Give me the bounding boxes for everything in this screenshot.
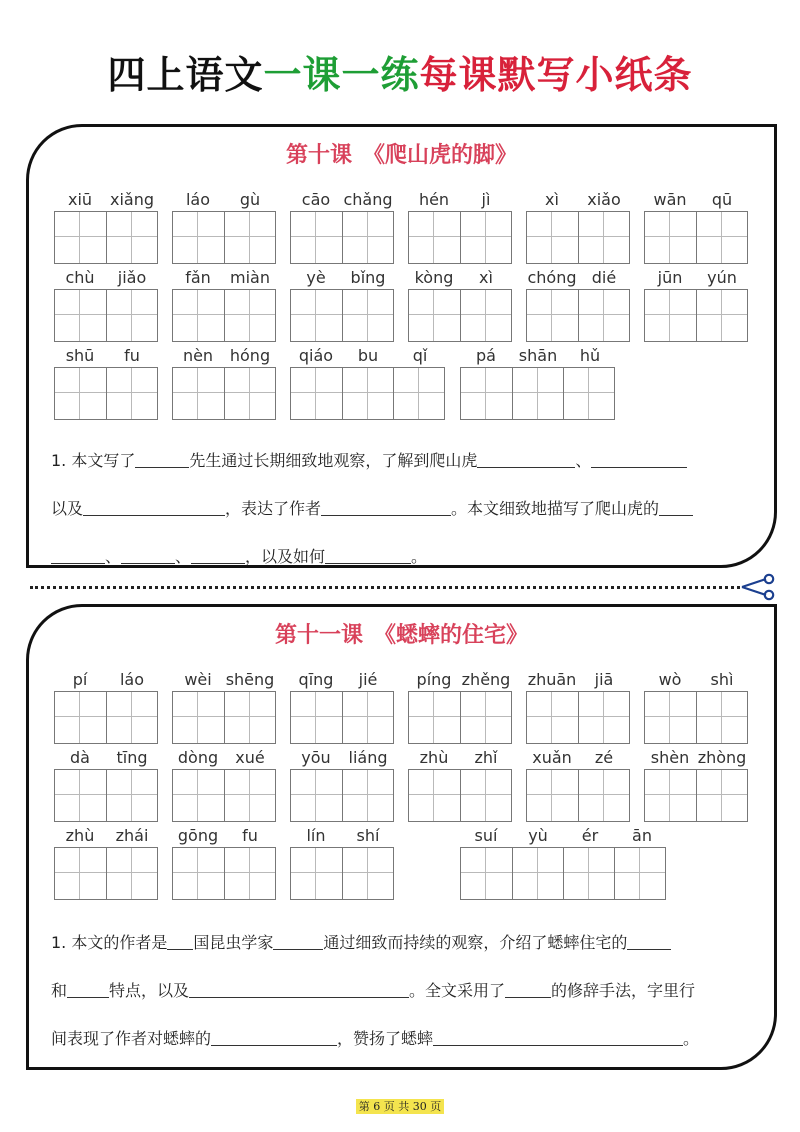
tianzige-box[interactable] xyxy=(461,368,512,419)
tianzige-box[interactable] xyxy=(696,770,747,821)
pinyin-label: zhuān xyxy=(527,670,577,689)
tianzige-box[interactable] xyxy=(578,212,629,263)
pinyin-label: miàn xyxy=(230,268,270,287)
pinyin-label: fu xyxy=(242,826,258,845)
tianzige-box[interactable] xyxy=(409,290,460,341)
scissors-icon xyxy=(740,572,776,602)
pinyin-label: dòng xyxy=(177,748,219,767)
pinyin-row xyxy=(526,189,630,211)
tianzige-box[interactable] xyxy=(342,290,393,341)
lesson-title: 第十一课 《蟋蟀的住宅》 xyxy=(274,623,528,648)
answer-blank[interactable] xyxy=(51,547,105,564)
pinyin-label: chǎng xyxy=(343,190,393,209)
answer-blank[interactable] xyxy=(477,451,575,468)
word-group xyxy=(290,669,394,744)
character-boxes xyxy=(408,289,512,342)
pinyin-label: chù xyxy=(65,268,95,287)
tianzige-box[interactable] xyxy=(173,692,224,743)
tianzige-box[interactable] xyxy=(224,368,275,419)
pinyin-label: wèi xyxy=(184,670,212,689)
word-group xyxy=(526,747,630,822)
pinyin-row xyxy=(54,825,158,847)
tianzige-box[interactable] xyxy=(342,368,393,419)
pinyin-label: qīng xyxy=(298,670,334,689)
pinyin-label: qǐ xyxy=(412,346,428,365)
word-group xyxy=(172,267,276,342)
pinyin-label: jié xyxy=(358,670,378,689)
character-boxes xyxy=(644,289,748,342)
tianzige-box[interactable] xyxy=(563,848,614,899)
answer-blank[interactable] xyxy=(659,499,693,516)
pinyin-label: jiā xyxy=(594,670,614,689)
pinyin-label: dà xyxy=(70,748,90,767)
answer-blank[interactable] xyxy=(591,451,687,468)
answer-blank[interactable] xyxy=(505,981,551,998)
word-group xyxy=(172,669,276,744)
character-boxes xyxy=(290,847,394,900)
pinyin-row xyxy=(408,669,512,691)
lesson-card-11 xyxy=(26,604,777,1070)
character-boxes xyxy=(526,289,630,342)
tianzige-box[interactable] xyxy=(291,212,342,263)
character-boxes xyxy=(290,211,394,264)
pinyin-row xyxy=(54,189,158,211)
pinyin-label: ān xyxy=(632,826,652,845)
answer-blank[interactable] xyxy=(135,451,189,468)
pinyin-row xyxy=(526,747,630,769)
character-boxes xyxy=(408,769,512,822)
character-boxes xyxy=(644,769,748,822)
tianzige-box[interactable] xyxy=(224,692,275,743)
answer-blank[interactable] xyxy=(433,1029,683,1046)
character-boxes xyxy=(290,367,445,420)
question-line-2: 和 特点，以及 。全文采用了 的修辞手法，字里行 xyxy=(51,981,696,1000)
pinyin-label: kòng xyxy=(414,268,454,287)
pinyin-row xyxy=(290,825,394,847)
pinyin-label: qiáo xyxy=(298,346,334,365)
tianzige-box[interactable] xyxy=(55,692,106,743)
tianzige-box[interactable] xyxy=(224,290,275,341)
pinyin-row xyxy=(172,747,276,769)
pinyin-label: suí xyxy=(474,826,498,845)
tianzige-box[interactable] xyxy=(342,770,393,821)
pinyin-row xyxy=(644,267,748,289)
tianzige-box[interactable] xyxy=(645,290,696,341)
word-group xyxy=(290,345,446,420)
pinyin-label: fǎn xyxy=(185,268,211,287)
word-group xyxy=(172,189,276,264)
pinyin-row xyxy=(290,267,394,289)
title-part-3: 每课默写小纸条 xyxy=(419,53,693,97)
tianzige-box[interactable] xyxy=(578,692,629,743)
word-group xyxy=(172,345,276,420)
pinyin-label: gù xyxy=(239,190,261,209)
page-footer xyxy=(0,1095,800,1114)
pinyin-label: píng xyxy=(416,670,452,689)
answer-blank[interactable] xyxy=(67,981,109,998)
character-boxes xyxy=(290,769,394,822)
word-group xyxy=(54,189,158,264)
pinyin-label: wān xyxy=(653,190,687,209)
tianzige-box[interactable] xyxy=(460,290,511,341)
tianzige-box[interactable] xyxy=(291,770,342,821)
pinyin-label: zhái xyxy=(115,826,149,845)
pinyin-label: hǔ xyxy=(579,346,601,365)
character-boxes xyxy=(290,691,394,744)
word-group xyxy=(172,747,276,822)
pinyin-label: zhù xyxy=(419,748,449,767)
pinyin-label: láo xyxy=(185,190,211,209)
word-group xyxy=(290,825,394,900)
character-boxes xyxy=(644,691,748,744)
tianzige-box[interactable] xyxy=(291,368,342,419)
word-group xyxy=(460,825,668,900)
title-part-2: 一课一练 xyxy=(263,53,420,97)
pinyin-label: lín xyxy=(306,826,326,845)
tianzige-box[interactable] xyxy=(460,692,511,743)
answer-blank[interactable] xyxy=(273,933,323,950)
pinyin-label: gōng xyxy=(177,826,219,845)
tianzige-box[interactable] xyxy=(173,770,224,821)
character-boxes xyxy=(290,289,394,342)
pinyin-label: shì xyxy=(710,670,734,689)
character-boxes xyxy=(408,211,512,264)
pinyin-row xyxy=(644,747,748,769)
tianzige-box[interactable] xyxy=(696,212,747,263)
tianzige-box[interactable] xyxy=(645,212,696,263)
question-line-3: 间表现了作者对蟋蟀的 ，赞扬了蟋蟀 。 xyxy=(51,1029,700,1048)
tianzige-box[interactable] xyxy=(342,692,393,743)
title-part-1: 四上语文 xyxy=(107,53,264,97)
word-group xyxy=(54,345,158,420)
tianzige-box[interactable] xyxy=(173,848,224,899)
pinyin-label: xué xyxy=(235,748,265,767)
pinyin-label: bu xyxy=(357,346,379,365)
character-boxes xyxy=(54,691,158,744)
tianzige-box[interactable] xyxy=(291,290,342,341)
pinyin-label: qū xyxy=(711,190,733,209)
tianzige-box[interactable] xyxy=(55,212,106,263)
tianzige-box[interactable] xyxy=(578,770,629,821)
pinyin-row xyxy=(54,267,158,289)
pinyin-row xyxy=(172,825,276,847)
tianzige-box[interactable] xyxy=(106,770,157,821)
character-boxes xyxy=(460,847,666,900)
pinyin-row xyxy=(460,825,668,847)
cut-line xyxy=(30,586,740,589)
answer-blank[interactable] xyxy=(325,547,411,564)
character-boxes xyxy=(54,211,158,264)
pinyin-label: nèn xyxy=(182,346,214,365)
pinyin-label: xì xyxy=(545,190,559,209)
pinyin-label: jiǎo xyxy=(117,268,147,287)
pinyin-row xyxy=(54,669,158,691)
tianzige-box[interactable] xyxy=(614,848,665,899)
pinyin-label: xiǎo xyxy=(587,190,621,209)
tianzige-box[interactable] xyxy=(527,290,578,341)
word-group xyxy=(54,267,158,342)
pinyin-row xyxy=(644,189,748,211)
character-boxes xyxy=(172,769,276,822)
answer-blank[interactable] xyxy=(83,499,225,516)
pinyin-row xyxy=(408,189,512,211)
word-group xyxy=(290,189,394,264)
word-group xyxy=(54,825,158,900)
tianzige-box[interactable] xyxy=(527,692,578,743)
lesson-title: 第十课 《爬山虎的脚》 xyxy=(285,143,517,168)
word-group xyxy=(408,747,512,822)
tianzige-box[interactable] xyxy=(409,770,460,821)
word-group xyxy=(644,189,748,264)
pinyin-label: hóng xyxy=(229,346,271,365)
grid-row xyxy=(54,345,774,425)
grid-row xyxy=(54,825,774,905)
word-group xyxy=(644,747,748,822)
word-group xyxy=(644,267,748,342)
tianzige-box[interactable] xyxy=(393,368,444,419)
tianzige-box[interactable] xyxy=(224,770,275,821)
character-boxes xyxy=(408,691,512,744)
word-group xyxy=(54,669,158,744)
character-boxes xyxy=(460,367,615,420)
tianzige-box[interactable] xyxy=(578,290,629,341)
tianzige-box[interactable] xyxy=(645,692,696,743)
pinyin-row xyxy=(172,345,276,367)
pinyin-label: hén xyxy=(418,190,450,209)
character-boxes xyxy=(54,367,158,420)
word-group xyxy=(290,747,394,822)
page-title xyxy=(0,53,800,97)
answer-blank[interactable] xyxy=(191,547,245,564)
pinyin-label: zhǐ xyxy=(474,748,498,767)
answer-blank[interactable] xyxy=(211,1029,337,1046)
pinyin-label: xuǎn xyxy=(532,748,572,767)
character-boxes xyxy=(54,847,158,900)
pinyin-label: bǐng xyxy=(350,268,386,287)
word-group xyxy=(408,189,512,264)
pinyin-row xyxy=(290,189,394,211)
pinyin-label: dié xyxy=(591,268,617,287)
pinyin-label: fu xyxy=(124,346,140,365)
pinyin-label: zhù xyxy=(65,826,95,845)
pinyin-row xyxy=(526,267,630,289)
character-boxes xyxy=(172,847,276,900)
pinyin-row xyxy=(172,669,276,691)
tianzige-box[interactable] xyxy=(224,212,275,263)
pinyin-label: pá xyxy=(476,346,496,365)
pinyin-row xyxy=(290,747,394,769)
character-boxes xyxy=(526,691,630,744)
tianzige-box[interactable] xyxy=(342,848,393,899)
grid-row xyxy=(54,747,774,827)
word-group xyxy=(460,345,616,420)
question-line-1: 1. 本文写了 先生通过长期细致地观察，了解到爬山虎 、 xyxy=(51,437,757,485)
pinyin-label: wò xyxy=(658,670,682,689)
tianzige-box[interactable] xyxy=(106,692,157,743)
tianzige-box[interactable] xyxy=(106,368,157,419)
pinyin-label: shū xyxy=(65,346,95,365)
question-line-1: 1. 本文的作者是 国昆虫学家 通过细致而持续的观察，介绍了蟋蟀住宅的 xyxy=(51,919,757,967)
pinyin-label: shí xyxy=(356,826,380,845)
answer-blank[interactable] xyxy=(121,547,175,564)
question-block xyxy=(51,437,757,581)
grid-row xyxy=(54,669,774,749)
word-group xyxy=(54,747,158,822)
pinyin-label: jì xyxy=(481,190,491,209)
pinyin-label: xiǎng xyxy=(109,190,154,209)
character-boxes xyxy=(644,211,748,264)
word-group xyxy=(644,669,748,744)
tianzige-box[interactable] xyxy=(173,212,224,263)
word-group xyxy=(290,267,394,342)
word-group xyxy=(172,825,276,900)
word-group xyxy=(526,669,630,744)
tianzige-box[interactable] xyxy=(342,212,393,263)
character-boxes xyxy=(526,211,630,264)
answer-blank[interactable] xyxy=(627,933,671,950)
tianzige-box[interactable] xyxy=(106,212,157,263)
tianzige-box[interactable] xyxy=(645,770,696,821)
pinyin-row xyxy=(290,345,446,367)
tianzige-box[interactable] xyxy=(460,770,511,821)
pinyin-row xyxy=(460,345,616,367)
pinyin-label: yōu xyxy=(301,748,331,767)
word-group xyxy=(408,669,512,744)
word-group xyxy=(526,267,630,342)
answer-blank[interactable] xyxy=(321,499,451,516)
tianzige-box[interactable] xyxy=(55,290,106,341)
answer-blank[interactable] xyxy=(167,933,193,950)
pinyin-label: yù xyxy=(528,826,548,845)
pinyin-label: xiū xyxy=(67,190,93,209)
tianzige-box[interactable] xyxy=(55,368,106,419)
pinyin-label: cāo xyxy=(301,190,331,209)
tianzige-box[interactable] xyxy=(696,290,747,341)
pinyin-row xyxy=(526,669,630,691)
pinyin-row xyxy=(290,669,394,691)
tianzige-box[interactable] xyxy=(461,848,512,899)
question-line-2: 以及 ，表达了作者 。本文细致地描写了爬山虎的 xyxy=(51,485,757,533)
pinyin-row xyxy=(172,267,276,289)
pinyin-label: xì xyxy=(479,268,493,287)
pinyin-label: zhěng xyxy=(461,670,511,689)
pinyin-label: yè xyxy=(306,268,326,287)
pinyin-row xyxy=(408,747,512,769)
pinyin-row xyxy=(54,345,158,367)
question-block xyxy=(51,919,757,1063)
grid-row xyxy=(54,267,774,347)
page-number: 第 6 页 共 30 页 xyxy=(356,1099,444,1114)
character-boxes xyxy=(54,769,158,822)
tianzige-box[interactable] xyxy=(512,848,563,899)
pinyin-label: jūn xyxy=(657,268,683,287)
tianzige-box[interactable] xyxy=(55,848,106,899)
character-boxes xyxy=(172,691,276,744)
pinyin-label: láo xyxy=(119,670,145,689)
question-line-3: 、 、 ，以及如何 。 xyxy=(51,533,757,581)
pinyin-label: pí xyxy=(72,670,88,689)
grid-row xyxy=(54,189,774,269)
pinyin-label: tīng xyxy=(116,748,148,767)
tianzige-box[interactable] xyxy=(409,692,460,743)
word-group xyxy=(408,267,512,342)
pinyin-label: zé xyxy=(594,748,614,767)
character-boxes xyxy=(54,289,158,342)
tianzige-box[interactable] xyxy=(224,848,275,899)
tianzige-box[interactable] xyxy=(291,692,342,743)
tianzige-box[interactable] xyxy=(173,290,224,341)
tianzige-box[interactable] xyxy=(409,212,460,263)
tianzige-box[interactable] xyxy=(527,770,578,821)
pinyin-row xyxy=(172,189,276,211)
tianzige-box[interactable] xyxy=(460,212,511,263)
pinyin-label: shèn xyxy=(650,748,690,767)
character-boxes xyxy=(172,289,276,342)
tianzige-box[interactable] xyxy=(106,848,157,899)
tianzige-box[interactable] xyxy=(512,368,563,419)
tianzige-box[interactable] xyxy=(291,848,342,899)
tianzige-box[interactable] xyxy=(173,368,224,419)
pinyin-label: shān xyxy=(518,346,558,365)
pinyin-label: ér xyxy=(581,826,599,845)
pinyin-label: shēng xyxy=(225,670,275,689)
pinyin-label: zhòng xyxy=(697,748,747,767)
tianzige-box[interactable] xyxy=(106,290,157,341)
tianzige-box[interactable] xyxy=(696,692,747,743)
character-boxes xyxy=(172,211,276,264)
pinyin-row xyxy=(408,267,512,289)
tianzige-box[interactable] xyxy=(55,770,106,821)
tianzige-box[interactable] xyxy=(527,212,578,263)
pinyin-label: liáng xyxy=(348,748,388,767)
pinyin-row xyxy=(54,747,158,769)
pinyin-label: chóng xyxy=(527,268,577,287)
answer-blank[interactable] xyxy=(189,981,409,998)
pinyin-row xyxy=(644,669,748,691)
word-group xyxy=(526,189,630,264)
character-boxes xyxy=(172,367,276,420)
lesson-card-10 xyxy=(26,124,777,568)
tianzige-box[interactable] xyxy=(563,368,614,419)
character-boxes xyxy=(526,769,630,822)
pinyin-label: yún xyxy=(707,268,737,287)
